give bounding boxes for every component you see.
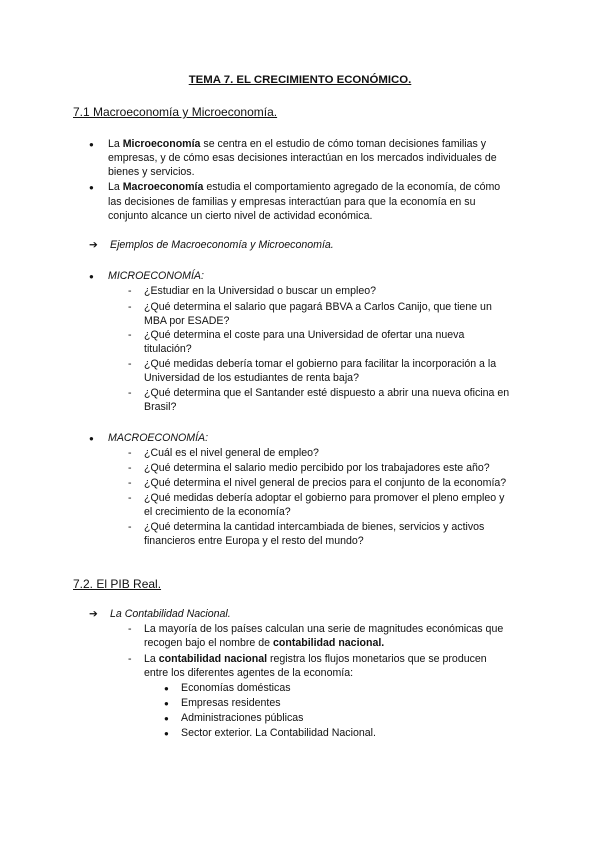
list-item: La mayoría de los países calculan una serie de magnitudes económicas que [144,623,504,635]
text-segment: La [144,653,159,665]
term-contabilidad-nacional: contabilidad nacional [158,653,268,665]
micro-label: MICROECONOMÍA: [108,270,204,282]
dash-icon: - [128,387,132,399]
bullet-icon: ● [89,272,94,281]
text-segment: La [108,138,123,150]
bullet-icon: ● [164,684,169,693]
dash-icon: - [128,623,132,635]
dash-icon: - [128,358,132,370]
list-item-cont: entre los diferentes agentes de la economía: [144,667,354,679]
list-item: ¿Cuál es el nivel general de empleo? [144,447,319,459]
list-item: Economías domésticas [181,682,291,694]
bullet-icon: ● [89,183,94,192]
bullet-icon: ● [164,729,169,738]
list-item-cont: financieros entre Europa y el resto del mundo? [144,535,364,547]
list-item-cont: el crecimiento de la economía? [144,506,291,518]
dash-icon: - [128,477,132,489]
text-line: las decisiones de familias y empresas interactúan para que la economía en su [108,196,476,208]
dash-icon: - [128,653,132,665]
dash-icon: - [128,492,132,504]
section-heading-2: 7.2. El PIB Real. [73,577,162,591]
list-item: ¿Qué determina el nivel general de precios para el conjunto de la economía? [144,477,507,489]
list-item: ¿Qué determina la cantidad intercambiada de bienes, servicios y activos [144,521,485,533]
text-segment: estudia el comportamiento agregado de la economía, de cómo [203,181,501,193]
text-segment: recogen bajo el nombre de [144,637,273,649]
list-item: ¿Qué medidas debería tomar el gobierno para facilitar la incorporación a la [144,358,497,370]
list-item: ¿Qué determina que el Santander esté dispuesto a abrir una nueva oficina en [144,387,510,399]
list-item-cont: titulación? [144,343,192,355]
text-segment: se centra en el estudio de cómo toman decisiones familias y [200,138,487,150]
list-item: Sector exterior. La Contabilidad Nacional. [181,727,376,739]
examples-heading: Ejemplos de Macroeconomía y Microeconomía. [110,239,334,251]
list-item: ¿Qué determina el coste para una Universidad de ofertar una nueva [144,329,465,341]
list-item: ¿Qué medidas debería adoptar el gobierno para promover el pleno empleo y [144,492,505,504]
list-item: ¿Estudiar en la Universidad o buscar un empleo? [144,285,377,297]
bullet-icon: ● [89,140,94,149]
list-item: ¿Qué determina el salario medio percibido por los trabajadores este año? [144,462,490,474]
dash-icon: - [128,447,132,459]
dash-icon: - [128,329,132,341]
page-title: TEMA 7. EL CRECIMIENTO ECONÓMICO. [188,74,412,86]
dash-icon: - [128,285,132,297]
dash-icon: - [128,301,132,313]
arrow-icon: ➔ [89,239,98,251]
contabilidad-heading: La Contabilidad Nacional. [110,608,231,620]
list-item-cont: MBA por ESADE? [144,315,230,327]
term-contabilidad-nacional: contabilidad nacional. [272,637,385,649]
bullet-icon: ● [164,699,169,708]
text-segment: La [108,181,123,193]
list-item: Administraciones públicas [181,712,304,724]
term-macroeconomia: Macroeconomía [122,181,204,193]
term-microeconomia: Microeconomía [122,138,201,150]
text-line: bienes y servicios. [108,166,195,178]
bullet-icon: ● [164,714,169,723]
list-item: ¿Qué determina el salario que pagará BBVA a Carlos Canijo, que tiene un [144,301,492,313]
dash-icon: - [128,462,132,474]
text-line: conjunto alcance un cierto nivel de actividad económica. [108,210,373,222]
list-item-cont: Brasil? [144,401,177,413]
section-heading-1: 7.1 Macroeconomía y Microeconomía. [73,105,278,119]
arrow-icon: ➔ [89,608,98,620]
macro-label: MACROECONOMÍA: [108,432,209,444]
list-item: Empresas residentes [181,697,281,709]
dash-icon: - [128,521,132,533]
text-segment: registra los flujos monetarios que se producen [267,653,487,665]
list-item-cont: Universidad de los estudiantes de renta baja? [144,372,359,384]
bullet-icon: ● [89,434,94,443]
text-line: empresas, y de cómo esas decisiones interactúan en los mercados individuales de [108,152,497,164]
